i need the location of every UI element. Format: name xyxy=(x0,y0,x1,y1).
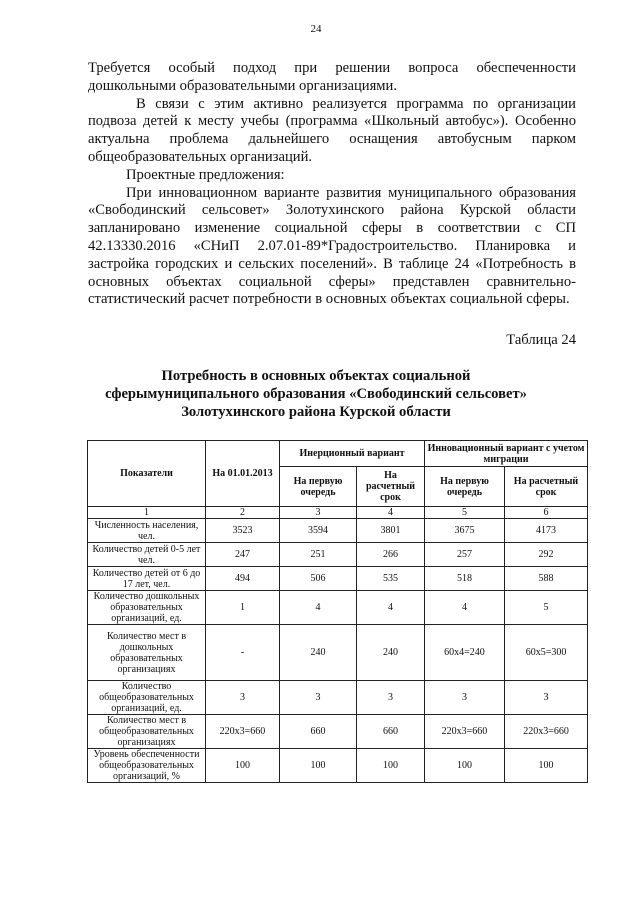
table-title-line-2: сферымуниципального образования «Свободинский сельсовет» xyxy=(105,386,527,402)
table-row xyxy=(88,681,588,715)
table-row xyxy=(88,543,588,567)
table-row xyxy=(88,749,588,783)
row-value: 3 xyxy=(280,681,357,715)
table-title xyxy=(60,367,572,421)
row-value: 4173 xyxy=(505,519,588,543)
row-value: 4 xyxy=(425,591,505,625)
paragraph-1: Требуется особый подход при решении вопроса обеспеченности дошкольными образовательными организациями. xyxy=(88,60,576,94)
header-innovative: Инновационный вариант с учетом миграции xyxy=(425,441,588,467)
row-value: 3675 xyxy=(425,519,505,543)
row-value: 100 xyxy=(357,749,425,783)
header-inertial: Инерционный вариант xyxy=(280,441,425,467)
table-row xyxy=(88,567,588,591)
row-value: 60х5=300 xyxy=(505,625,588,681)
row-label: Уровень обеспеченности общеобразовательных организаций, % xyxy=(88,749,206,783)
header-innovative-first: На первую очередь xyxy=(425,467,505,507)
social-needs-table xyxy=(87,440,588,783)
header-inertial-first: На первую очередь xyxy=(280,467,357,507)
table-title-line-1: Потребность в основных объектах социальной xyxy=(161,368,471,384)
table-body xyxy=(88,519,588,783)
row-label: Количество детей 0-5 лет чел. xyxy=(88,543,206,567)
row-value: 3801 xyxy=(357,519,425,543)
row-value: 660 xyxy=(357,715,425,749)
row-value: 518 xyxy=(425,567,505,591)
row-value: 100 xyxy=(505,749,588,783)
row-value: 292 xyxy=(505,543,588,567)
paragraph-2: В связи с этим активно реализуется программа по организации подвоза детей к месту учебы (программа «Школьный автобус»). Особенно актуальна проблема дальнейшего оснащения автобусным парком общеобразовательных организаций. xyxy=(88,95,576,165)
row-value: 3594 xyxy=(280,519,357,543)
row-value: - xyxy=(206,625,280,681)
row-value: 588 xyxy=(505,567,588,591)
header-inertial-calc: На расчетный срок xyxy=(357,467,425,507)
table-row xyxy=(88,715,588,749)
row-value: 3 xyxy=(357,681,425,715)
row-value: 220х3=660 xyxy=(505,715,588,749)
header-innovative-calc: На расчетный срок xyxy=(505,467,588,507)
col-number-1: 1 xyxy=(88,507,206,519)
row-value: 535 xyxy=(357,567,425,591)
header-indicators: Показатели xyxy=(88,441,206,507)
header-base-date: На 01.01.2013 xyxy=(206,441,280,507)
row-value: 220х3=660 xyxy=(425,715,505,749)
row-label: Количество детей от 6 до 17 лет, чел. xyxy=(88,567,206,591)
row-value: 4 xyxy=(280,591,357,625)
row-value: 4 xyxy=(357,591,425,625)
row-value: 240 xyxy=(357,625,425,681)
page-number: 24 xyxy=(310,23,322,35)
paragraph-4: При инновационном варианте развития муниципального образования «Свободинский сельсовет» Золотухинского района Курской области запланировано изменение социальной сферы в соответствии с СП 42.13330.2016 «СНиП 2.07.01-89*Градостроительство. Планировка и застройка городских и сельских поселений». В таблице 24 «Потребность в основных объектах социальной сферы» представлен сравнительно-статистический расчет потребности в основных объектах социальной сферы. xyxy=(88,184,576,308)
table-label: Таблица 24 xyxy=(506,332,576,348)
row-value: 3523 xyxy=(206,519,280,543)
row-value: 60х4=240 xyxy=(425,625,505,681)
row-value: 257 xyxy=(425,543,505,567)
row-value: 3 xyxy=(206,681,280,715)
row-value: 247 xyxy=(206,543,280,567)
body-text xyxy=(88,60,576,309)
row-label: Численность населения, чел. xyxy=(88,519,206,543)
col-number-6: 6 xyxy=(505,507,588,519)
row-value: 3 xyxy=(425,681,505,715)
row-value: 220х3=660 xyxy=(206,715,280,749)
col-number-5: 5 xyxy=(425,507,505,519)
row-value: 1 xyxy=(206,591,280,625)
row-label: Количество общеобразовательных организаций, ед. xyxy=(88,681,206,715)
table-title-line-3: Золотухинского района Курской области xyxy=(181,404,451,420)
row-value: 100 xyxy=(280,749,357,783)
row-value: 266 xyxy=(357,543,425,567)
table-row xyxy=(88,519,588,543)
row-value: 240 xyxy=(280,625,357,681)
row-value: 3 xyxy=(505,681,588,715)
row-value: 100 xyxy=(206,749,280,783)
row-value: 251 xyxy=(280,543,357,567)
row-value: 494 xyxy=(206,567,280,591)
row-value: 660 xyxy=(280,715,357,749)
col-number-2: 2 xyxy=(206,507,280,519)
row-label: Количество мест в общеобразовательных организациях xyxy=(88,715,206,749)
table-row xyxy=(88,591,588,625)
row-label: Количество мест в дошкольных образовательных организациях xyxy=(88,625,206,681)
paragraph-3: Проектные предложения: xyxy=(126,166,285,183)
table-row xyxy=(88,625,588,681)
row-value: 506 xyxy=(280,567,357,591)
col-number-3: 3 xyxy=(280,507,357,519)
row-value: 100 xyxy=(425,749,505,783)
row-label: Количество дошкольных образовательных организаций, ед. xyxy=(88,591,206,625)
col-number-4: 4 xyxy=(357,507,425,519)
row-value: 5 xyxy=(505,591,588,625)
